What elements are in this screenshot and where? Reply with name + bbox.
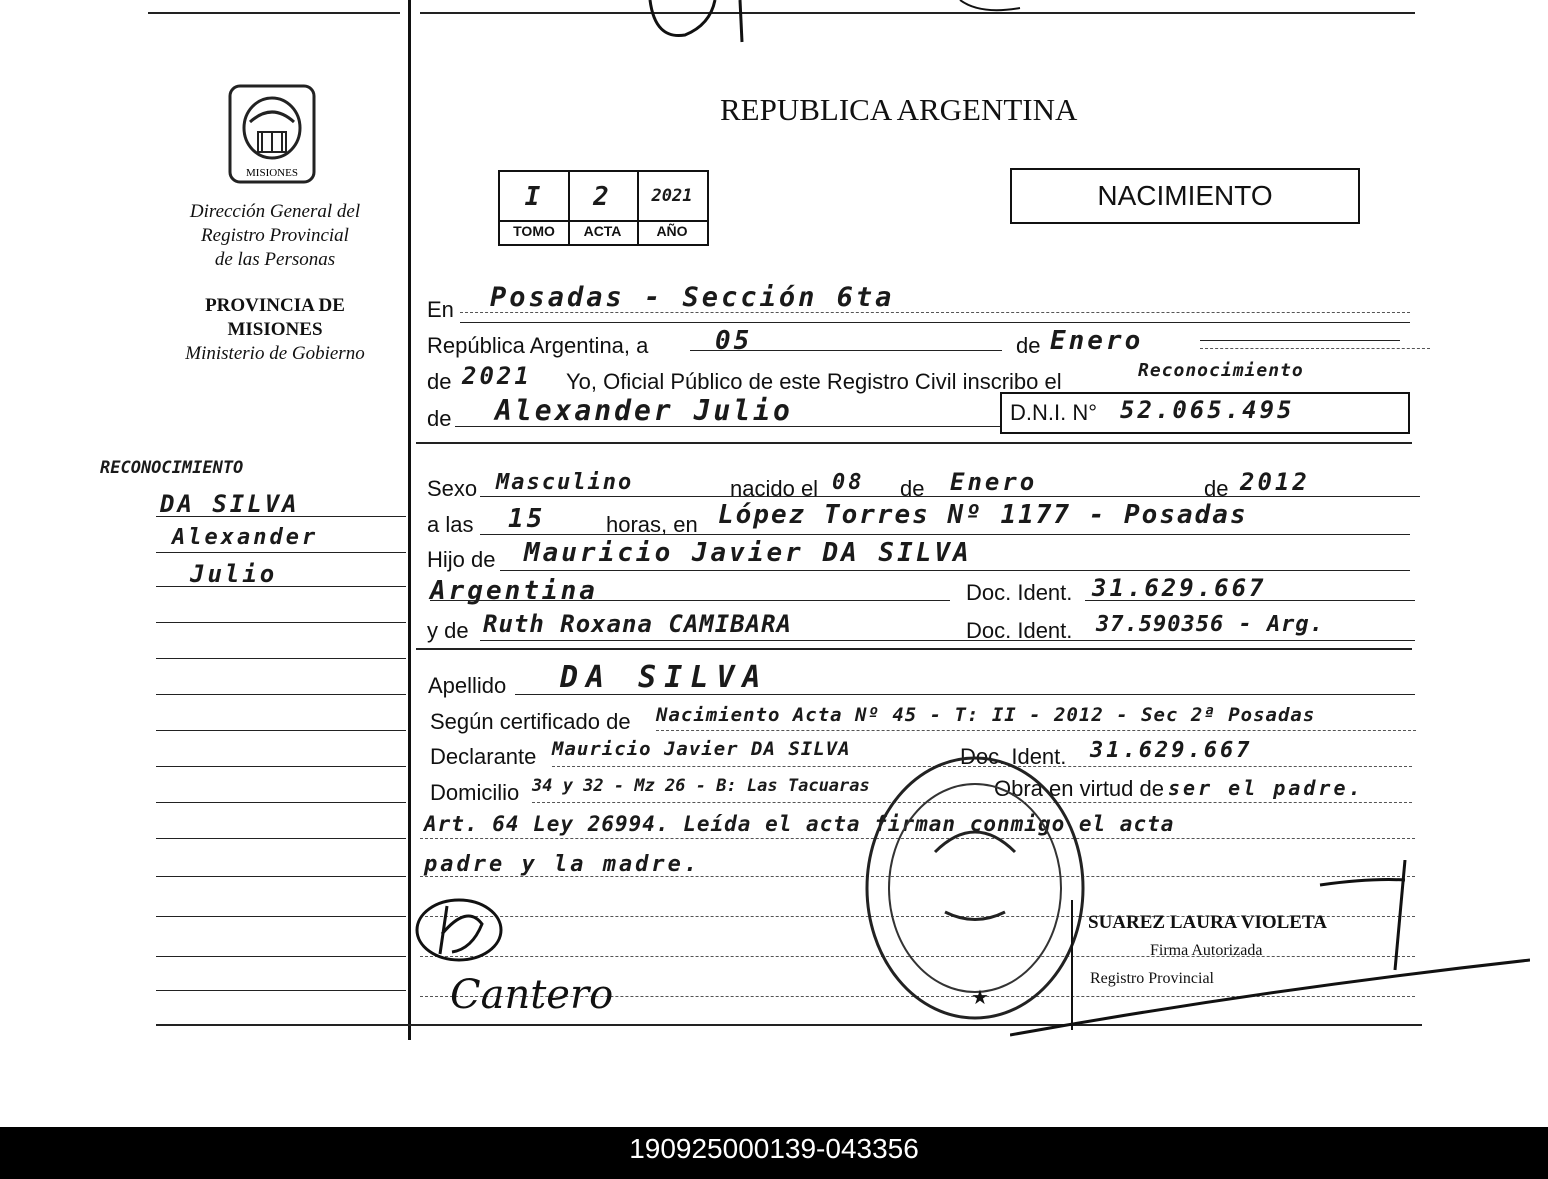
hw-padre: Mauricio Javier DA SILVA — [524, 538, 972, 568]
hw-declarante: Mauricio Javier DA SILVA — [552, 738, 851, 760]
label-declarante: Declarante — [430, 744, 537, 769]
hw-nac-dia: 08 — [832, 470, 865, 495]
hw-madre-doc: 37.590356 - Arg. — [1096, 612, 1324, 637]
hw-nac-anio: 2012 — [1240, 468, 1310, 496]
hw-margin-1: RECONOCIMIENTO — [100, 458, 244, 478]
label-horas-en: horas, en — [606, 512, 698, 537]
hw-tipo: Reconocimiento — [1138, 360, 1304, 381]
label-domicilio: Domicilio — [430, 780, 520, 805]
rule-1 — [416, 442, 1412, 444]
label-obra: Obra en virtud de — [994, 776, 1164, 801]
agency-block — [160, 200, 390, 272]
province-line1: PROVINCIA DE — [205, 295, 345, 316]
hw-lugar-nac: López Torres Nº 1177 - Posadas — [718, 500, 1248, 530]
label-segun: Según certificado de — [430, 709, 631, 734]
province-block — [160, 294, 390, 366]
hw-madre: Ruth Roxana CAMIBARA — [483, 610, 792, 638]
top-rule-left — [148, 12, 400, 14]
label-sexo: Sexo — [427, 476, 478, 501]
top-scribble — [600, 0, 1100, 45]
hw-dni: 52.065.495 — [1120, 396, 1295, 424]
label-a-las: a las — [427, 512, 474, 537]
official-office: Registro Provincial — [1090, 970, 1214, 987]
label-dni: D.N.I. N° — [1010, 400, 1098, 425]
agency-line2: Registro Provincial — [201, 225, 349, 246]
label-en: En — [427, 297, 454, 322]
hw-nac-mes: Enero — [950, 468, 1038, 496]
label-yo: Yo, Oficial Público de este Registro Civil inscribo el — [566, 369, 1062, 394]
agency-line3: de las Personas — [214, 249, 336, 270]
provincial-seal-icon — [222, 80, 322, 190]
hw-lugar: Posadas - Sección 6ta — [490, 282, 895, 313]
hw-margin-2: DA SILVA — [160, 490, 300, 518]
label-de-3: de — [427, 406, 452, 431]
rule-2 — [416, 648, 1412, 650]
hw-sexo: Masculino — [496, 470, 634, 495]
tomo-value: I — [524, 182, 544, 212]
official-signature-icon — [1010, 860, 1530, 1040]
hw-firma-izq: Cantero — [450, 972, 614, 1018]
label-hijo-de: Hijo de — [427, 547, 496, 572]
seal-text: MISIONES — [246, 167, 298, 179]
footer-code: 190925000139-043356 — [629, 1133, 919, 1164]
hw-padre-nac: Argentina — [430, 576, 598, 606]
document-type: NACIMIENTO — [1097, 180, 1273, 211]
ministry-line: Ministerio de Gobierno — [185, 343, 365, 364]
label-doc-ident-2: Doc. Ident. — [966, 618, 1073, 643]
initials-mark-icon — [412, 894, 512, 964]
hw-margin-3: Alexander — [172, 525, 319, 550]
acta-label: ACTA — [583, 223, 622, 239]
hw-mes: Enero — [1050, 326, 1144, 356]
label-y-de: y de — [427, 618, 469, 643]
label-de-4: de — [900, 476, 925, 501]
dni-box — [1000, 392, 1410, 434]
anio-value: 2021 — [651, 186, 693, 206]
hw-padre-doc: 31.629.667 — [1092, 574, 1267, 602]
label-doc-ident-3: Doc. Ident. — [960, 744, 1067, 769]
acta-value: 2 — [593, 182, 612, 212]
official-role: Firma Autorizada — [1150, 942, 1263, 959]
hw-dia: 05 — [715, 326, 753, 356]
label-republica: República Argentina, a — [427, 333, 649, 358]
tomo-label: TOMO — [513, 223, 555, 239]
official-name: SUAREZ LAURA VIOLETA — [1088, 912, 1327, 933]
label-de-2: de — [427, 369, 452, 394]
hw-margin-4: Julio — [190, 560, 278, 588]
svg-text:★: ★ — [971, 987, 989, 1009]
document-type-box — [1010, 168, 1360, 224]
label-nacido: nacido el — [730, 476, 819, 501]
hw-nota-1: Art. 64 Ley 26994. Leída el acta firman conmigo el acta — [424, 812, 1175, 836]
column-divider — [408, 0, 411, 1040]
hw-declarante-doc: 31.629.667 — [1090, 738, 1253, 763]
anio-label: AÑO — [656, 223, 688, 239]
hw-obra: ser el padre. — [1168, 776, 1364, 800]
label-de-1: de — [1016, 333, 1041, 358]
record-box — [498, 170, 709, 246]
footer-bar — [0, 1127, 1548, 1179]
province-line2: MISIONES — [227, 319, 323, 340]
hw-nota-2: padre y la madre. — [424, 852, 701, 877]
hw-nombre: Alexander Julio — [495, 394, 793, 427]
label-de-5: de — [1204, 476, 1229, 501]
hw-anio: 2021 — [462, 362, 532, 390]
hw-domicilio: 34 y 32 - Mz 26 - B: Las Tacuaras — [532, 776, 870, 796]
hw-hora: 15 — [508, 504, 546, 534]
agency-line1: Dirección General del — [189, 201, 361, 222]
hw-certificado: Nacimiento Acta Nº 45 - T: II - 2012 - Sec 2ª Posadas — [656, 704, 1316, 726]
label-doc-ident-1: Doc. Ident. — [966, 580, 1073, 605]
country-title: REPUBLICA ARGENTINA — [720, 92, 1078, 127]
label-apellido: Apellido — [428, 673, 507, 698]
hw-apellido: DA SILVA — [560, 660, 769, 695]
